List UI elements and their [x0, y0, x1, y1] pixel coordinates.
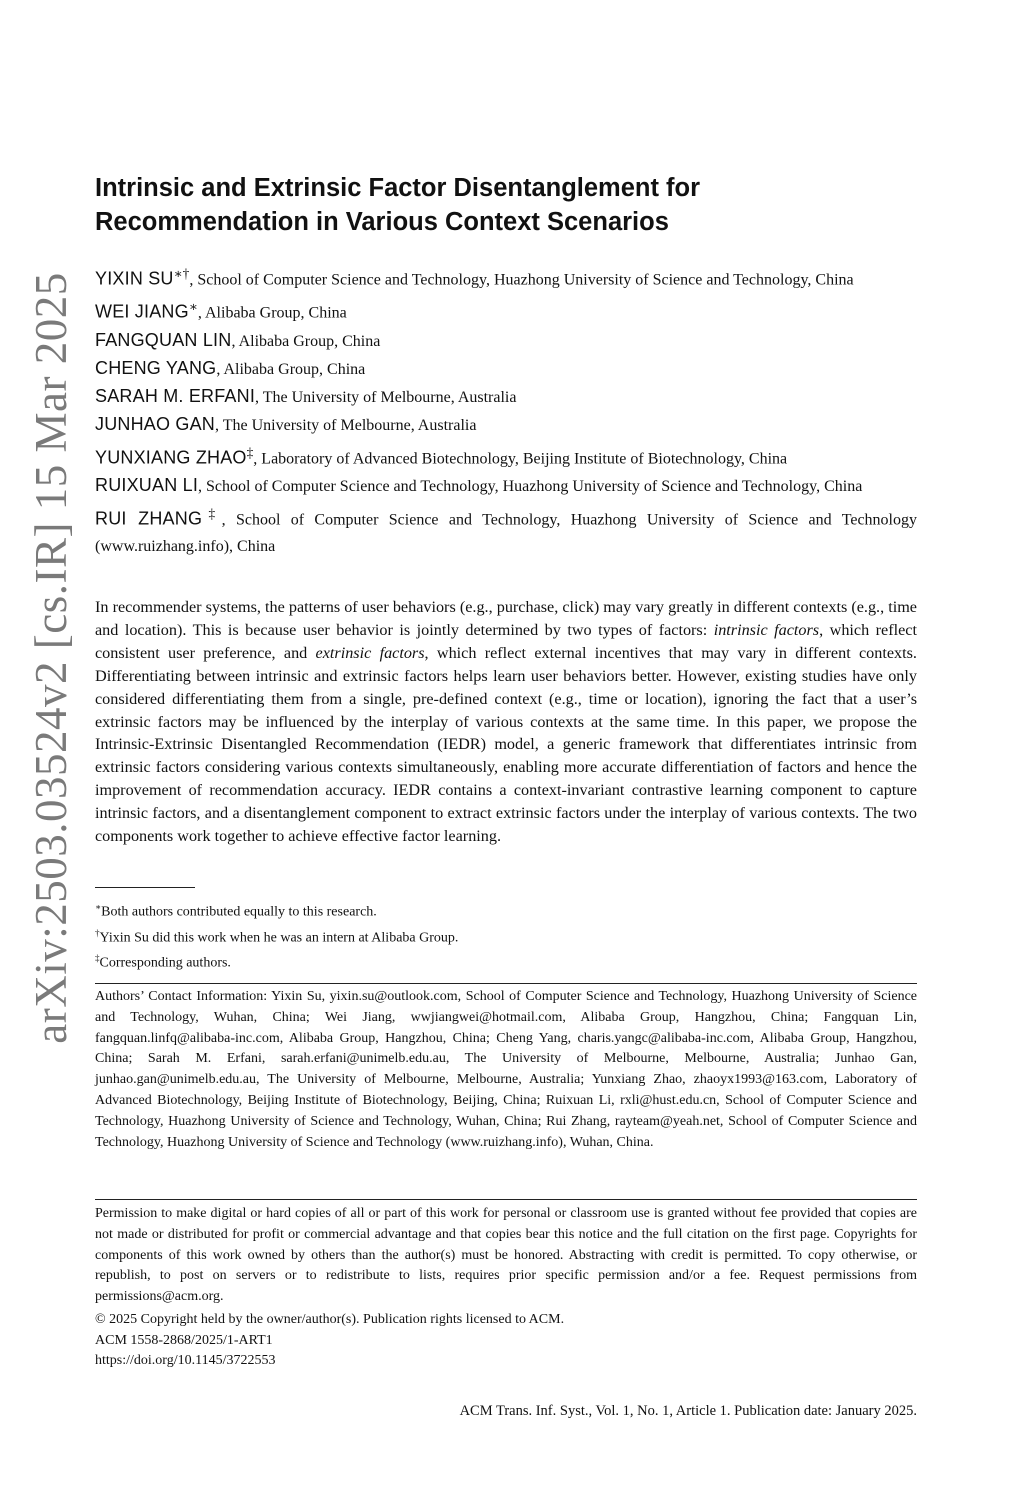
author-list — [95, 260, 917, 560]
permission-notice: Permission to make digital or hard copies of all or part of this work for personal or classroom use is granted without fee provided that copies are not made or distributed for profit or commercial advantage and that copies bear this notice and the full citation on the first page. Copyrights for components of this work owned by others than the author(s) must be honored. Abstracting with credit is permitted. To copy otherwise, or republish, to post on servers or to redistribute to lists, requires prior specific permission and/or a fee. Request permissions from permissions@acm.org. — [95, 1206, 917, 1305]
author-entry: FANGQUAN LIN, Alibaba Group, China — [95, 329, 381, 350]
footnote — [95, 923, 917, 949]
author-name: FANGQUAN LIN — [95, 329, 232, 350]
author-marks: ∗ — [188, 299, 198, 315]
author-affiliation: Alibaba Group, China — [238, 332, 381, 350]
author-name: YIXIN SU — [95, 268, 174, 289]
copyright-line: © 2025 Copyright held by the owner/author(s). Publication rights licensed to ACM. — [95, 1312, 565, 1327]
author-name: YUNXIANG ZHAO — [95, 446, 247, 467]
author-name: SARAH M. ERFANI — [95, 385, 256, 406]
footnote-mark: ∗ — [95, 902, 102, 912]
title-line-2: Recommendation in Various Context Scenarios — [95, 208, 669, 236]
author-affiliation: School of Computer Science and Technology, Huazhong University of Science and Technology (www.ruizhang.info), China — [95, 511, 918, 556]
publication-meta — [95, 1310, 917, 1372]
author-contact-info: Authors’ Contact Information: Yixin Su, yixin.su@outlook.com, School of Computer Science and Technology, Huazhong University of Science and Technology, Wuhan, China; Wei Jiang, wwjiangwei@hotmail.com, Alibaba Group, Hangzhou, China; Fangquan Lin, fangquan.linfq@alibaba-inc.com, Alibaba Group, Hangzhou, China; Cheng Yang, charis.yangc@alibaba-inc.com, Alibaba Group, Hangzhou, China; Sarah M. Erfani, sarah.erfani@unimelb.edu.au, The University of Melbourne, Melbourne, Australia; Junhao Gan, junhao.gan@unimelb.edu.au, The University of Melbourne, Melbourne, Australia; Yunxiang Zhao, zhaoyx1993@163.com, Laboratory of Advanced Biotechnology, Beijing Institute of Biotechnology, Beijing, China; Ruixuan Li, rxli@hust.edu.cn, School of Computer Science and Technology, Huazhong University of Science and Technology, Wuhan, China; Rui Zhang, rayteam@yeah.net, School of Computer Science and Technology, Huazhong University of Science and Technology (www.ruizhang.info), Wuhan, China. — [95, 989, 917, 1150]
contact-divider — [95, 983, 917, 984]
author-affiliation: Alibaba Group, China — [205, 304, 347, 322]
arxiv-identifier: arXiv:2503.03524v2 [cs.IR] 15 Mar 2025 — [26, 272, 76, 1044]
author-entry: JUNHAO GAN, The University of Melbourne, Australia — [95, 413, 477, 434]
footnote — [95, 948, 917, 974]
author-marks: ‡ — [202, 505, 222, 521]
author-entry: RUIXUAN LI, School of Computer Science and Technology, Huazhong University of Science and Technology, China — [95, 474, 863, 495]
footnote-text: Corresponding authors. — [99, 955, 231, 971]
author-marks: ∗† — [173, 266, 190, 281]
footnote-mark: ‡ — [95, 953, 100, 964]
author-name: RUIXUAN LI — [95, 474, 199, 495]
author-entry: RUI ZHANG‡, School of Computer Science and Technology, Huazhong University of Science and Technology (www.ruizhang.info), China — [95, 505, 918, 556]
author-entry: WEI JIANG∗, Alibaba Group, China — [95, 299, 347, 322]
footnote-text: Yixin Su did this work when he was an intern at Alibaba Group. — [99, 930, 459, 946]
author-affiliation: School of Computer Science and Technology, Huazhong University of Science and Technology, China — [197, 271, 854, 289]
footnote-mark: † — [95, 927, 100, 938]
abstract-text: In recommender systems, the patterns of user behaviors (e.g., purchase, click) may vary greatly in different contexts (e.g., time and location). This is because user behavior is jointly determined by two types of factors: — [95, 598, 917, 639]
abstract-emphasis: extrinsic factors — [315, 643, 425, 662]
author-name: CHENG YANG — [95, 357, 217, 378]
footnote-text: Both authors contributed equally to this research. — [101, 904, 377, 920]
issn-line: ACM 1558-2868/2025/1-ART1 — [95, 1332, 273, 1348]
author-affiliation: School of Computer Science and Technology, Huazhong University of Science and Technology, China — [206, 477, 863, 495]
author-affiliation: Alibaba Group, China — [223, 360, 366, 378]
title-line-1: Intrinsic and Extrinsic Factor Disentanglement for — [95, 174, 701, 202]
permission-divider — [95, 1199, 917, 1200]
author-marks: ‡ — [246, 444, 254, 460]
doi-link[interactable]: https://doi.org/10.1145/3722553 — [95, 1353, 276, 1368]
author-entry: SARAH M. ERFANI, The University of Melbourne, Australia — [95, 385, 517, 406]
author-name: WEI JIANG — [95, 301, 189, 322]
abstract-text: , which reflect consistent user preference, and — [95, 620, 917, 662]
author-entry: YIXIN SU∗†, School of Computer Science and Technology, Huazhong University of Science and Technology, China — [95, 266, 854, 289]
running-footer: ACM Trans. Inf. Syst., Vol. 1, No. 1, Article 1. Publication date: January 2025. — [459, 1403, 917, 1419]
abstract — [95, 596, 917, 848]
author-affiliation: The University of Melbourne, Australia — [222, 416, 477, 434]
abstract-text: , which reflect external incentives that may vary in different contexts. Differentiating between intrinsic and extrinsic factors helps learn user behaviors better. However, existing studies have only considered differentiating them from a single, pre-defined context (e.g., time or location), ignoring the fact that a user’s extrinsic factors may be influenced by the interplay of various contexts at the same time. In this paper, we propose the Intrinsic-Extrinsic Disentangled Recommendation (IEDR) model, a generic framework that differentiates intrinsic from extrinsic factors considering various contexts simultaneously, enabling more accurate differentiation of factors and hence the improvement of recommendation accuracy. IEDR contains a context-invariant contrastive learning component to capture intrinsic factors, and a disentanglement component to extract extrinsic factors under the interplay of various contexts. The two components work together to achieve effective factor learning. — [95, 643, 917, 846]
author-affiliation: The University of Melbourne, Australia — [262, 388, 517, 406]
author-affiliation: Laboratory of Advanced Biotechnology, Beijing Institute of Biotechnology, China — [261, 449, 788, 467]
author-entry: CHENG YANG, Alibaba Group, China — [95, 357, 366, 378]
footnote-divider — [95, 887, 195, 888]
author-name: JUNHAO GAN — [95, 413, 216, 434]
footnotes — [95, 897, 917, 974]
abstract-emphasis: intrinsic factors — [713, 620, 820, 639]
footnote — [95, 897, 917, 923]
author-entry: YUNXIANG ZHAO‡, Laboratory of Advanced Biotechnology, Beijing Institute of Biotechnology, China — [95, 444, 788, 467]
author-name: RUI ZHANG — [95, 508, 203, 529]
paper-title — [95, 171, 917, 239]
